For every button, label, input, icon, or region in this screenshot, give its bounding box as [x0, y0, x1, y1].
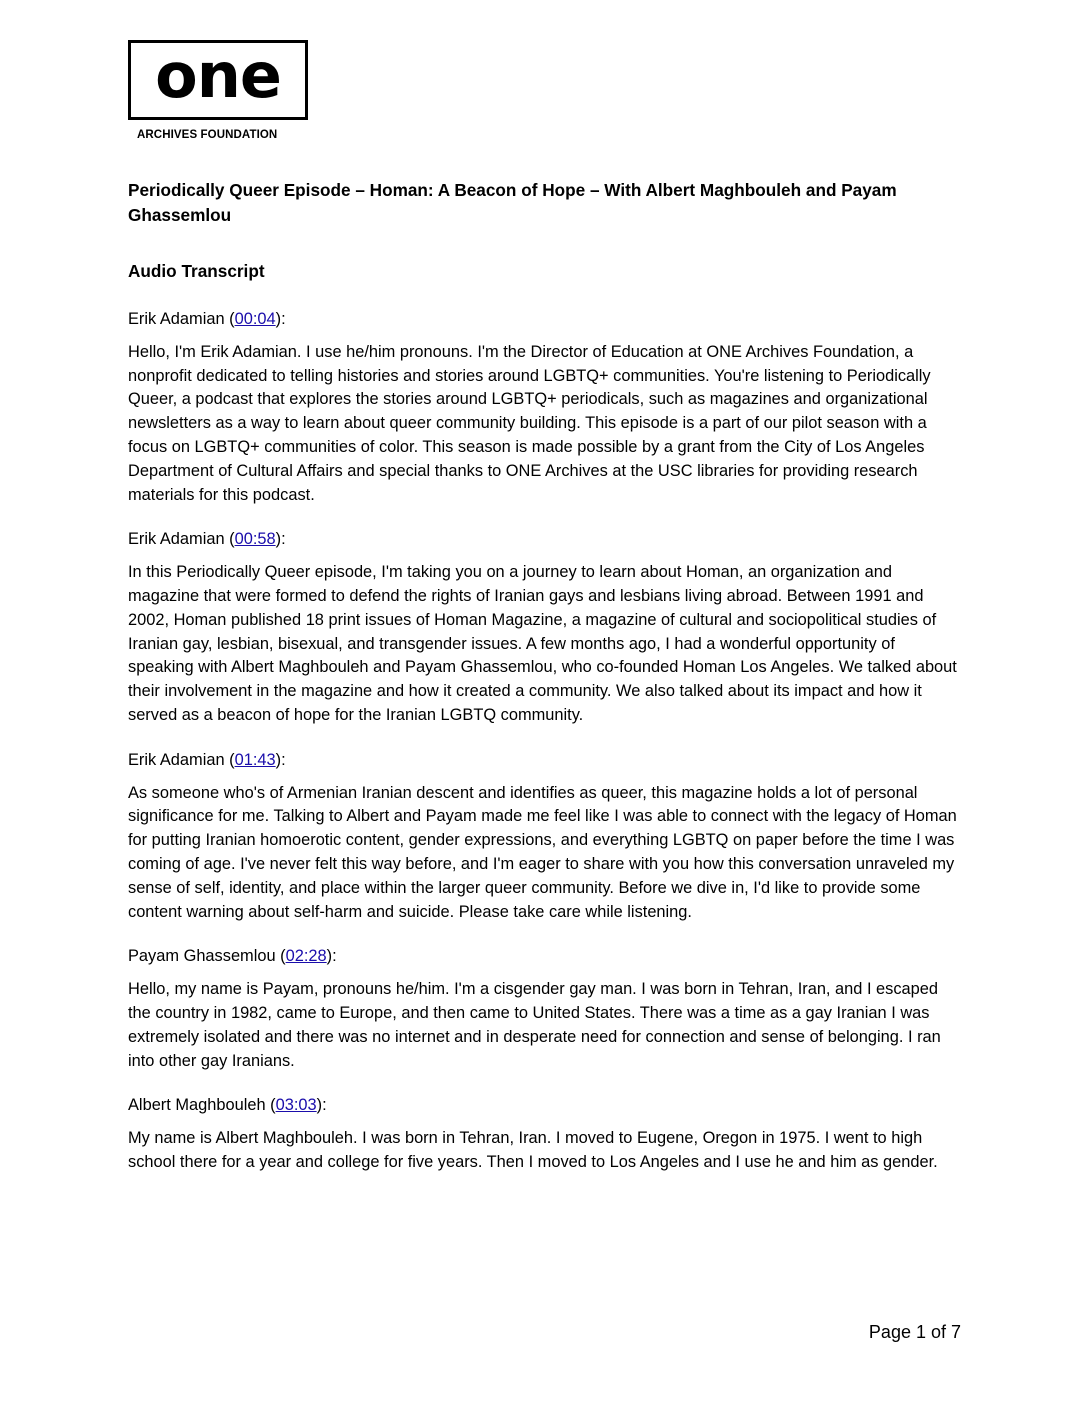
timestamp-link[interactable]: 01:43 [234, 750, 276, 769]
speaker-line: Erik Adamian (00:04): [128, 310, 286, 328]
transcript-entry [128, 308, 958, 507]
transcript-entry [128, 1094, 958, 1174]
page-number: Page 1 of 7 [868, 1322, 961, 1342]
document-content [128, 178, 958, 1175]
transcript-entry [128, 945, 958, 1073]
transcript-entry [128, 528, 958, 727]
timestamp-link[interactable]: 00:04 [234, 310, 276, 328]
timestamp-link[interactable]: 02:28 [285, 947, 327, 966]
speaker-line: Erik Adamian (01:43): [128, 750, 286, 769]
speaker-line: Payam Ghassemlou (02:28): [128, 947, 337, 966]
speaker-name: Erik Adamian [128, 750, 225, 769]
transcript-text: In this Periodically Queer episode, I'm taking you on a journey to learn about Homan, an organization and magazine that were formed to defend the rights of Iranian gays and lesbians living abroad. Between 1991 and 2002, Homan published 18 print issues of Homan Magazine, a magazine of cultural and sociopolitical studies of Iranian gay, lesbian, bisexual, and transgender issues. A few months ago, I had a wonderful opportunity of speaking with Albert Maghbouleh and Payam Ghassemlou, who co-founded Homan Los Angeles. We talked about their involvement in the magazine and how it created a community. We also talked about its impact and how it served as a beacon of hope for the Iranian LGBTQ community. [128, 563, 957, 724]
timestamp-link[interactable]: 00:58 [234, 530, 276, 549]
speaker-name: Albert Maghbouleh [128, 1096, 266, 1115]
speaker-line: Erik Adamian (00:58): [128, 530, 286, 549]
logo-wordmark: one [155, 39, 281, 112]
speaker-name: Payam Ghassemlou [128, 947, 276, 966]
document-title: Periodically Queer Episode – Homan: A Beacon of Hope – With Albert Maghbouleh and Payam Ghassemlou [128, 180, 897, 225]
logo-box [128, 40, 308, 120]
logo-subtitle: ARCHIVES FOUNDATION [137, 129, 278, 141]
speaker-name: Erik Adamian [128, 310, 225, 328]
timestamp-link[interactable]: 03:03 [275, 1096, 317, 1115]
transcript-text: My name is Albert Maghbouleh. I was born in Tehran, Iran. I moved to Eugene, Oregon in 1975. I went to high school there for a year and college for five years. Then I moved to Los Angeles and I use he and him as gender. [128, 1129, 938, 1171]
speaker-line: Albert Maghbouleh (03:03): [128, 1096, 327, 1115]
one-archives-logo [128, 40, 314, 141]
speaker-name: Erik Adamian [128, 530, 225, 549]
document-subtitle: Audio Transcript [128, 261, 265, 281]
transcript-text: As someone who's of Armenian Iranian descent and identifies as queer, this magazine holds a lot of personal significance for me. Talking to Albert and Payam made me feel like I was able to connect with the legacy of Homan for putting Iranian homoerotic content, gender expressions, and everything LGBTQ on paper before the time I was coming of age. I've never felt this way before, and I'm eager to share with you how this conversation unraveled my sense of self, identity, and place within the larger queer community. Before we dive in, I'd like to provide some content warning about self-harm and suicide. Please take care while listening. [128, 783, 957, 921]
transcript-text: Hello, I'm Erik Adamian. I use he/him pronouns. I'm the Director of Education at ONE Archives Foundation, a nonprofit dedicated to telling histories and stories around LGBTQ+ communities. You're listening to Periodically Queer, a podcast that explores the stories around LGBTQ+ periodicals, such as magazines and organizational newsletters as a way to learn about queer community building. This episode is a part of our pilot season with a focus on LGBTQ+ communities of color. This season is made possible by a grant from the City of Los Angeles Department of Cultural Affairs and special thanks to ONE Archives at the USC libraries for providing research materials for this podcast. [128, 342, 931, 504]
transcript-text: Hello, my name is Payam, pronouns he/him. I'm a cisgender gay man. I was born in Tehran, Iran, and I escaped the country in 1982, came to Europe, and then came to United States. There was a time as a gay Iranian I was extremely isolated and there was no internet and in desperate need for connection and sense of belonging. I ran into other gay Iranians. [128, 980, 941, 1070]
transcript-entry [128, 749, 958, 925]
